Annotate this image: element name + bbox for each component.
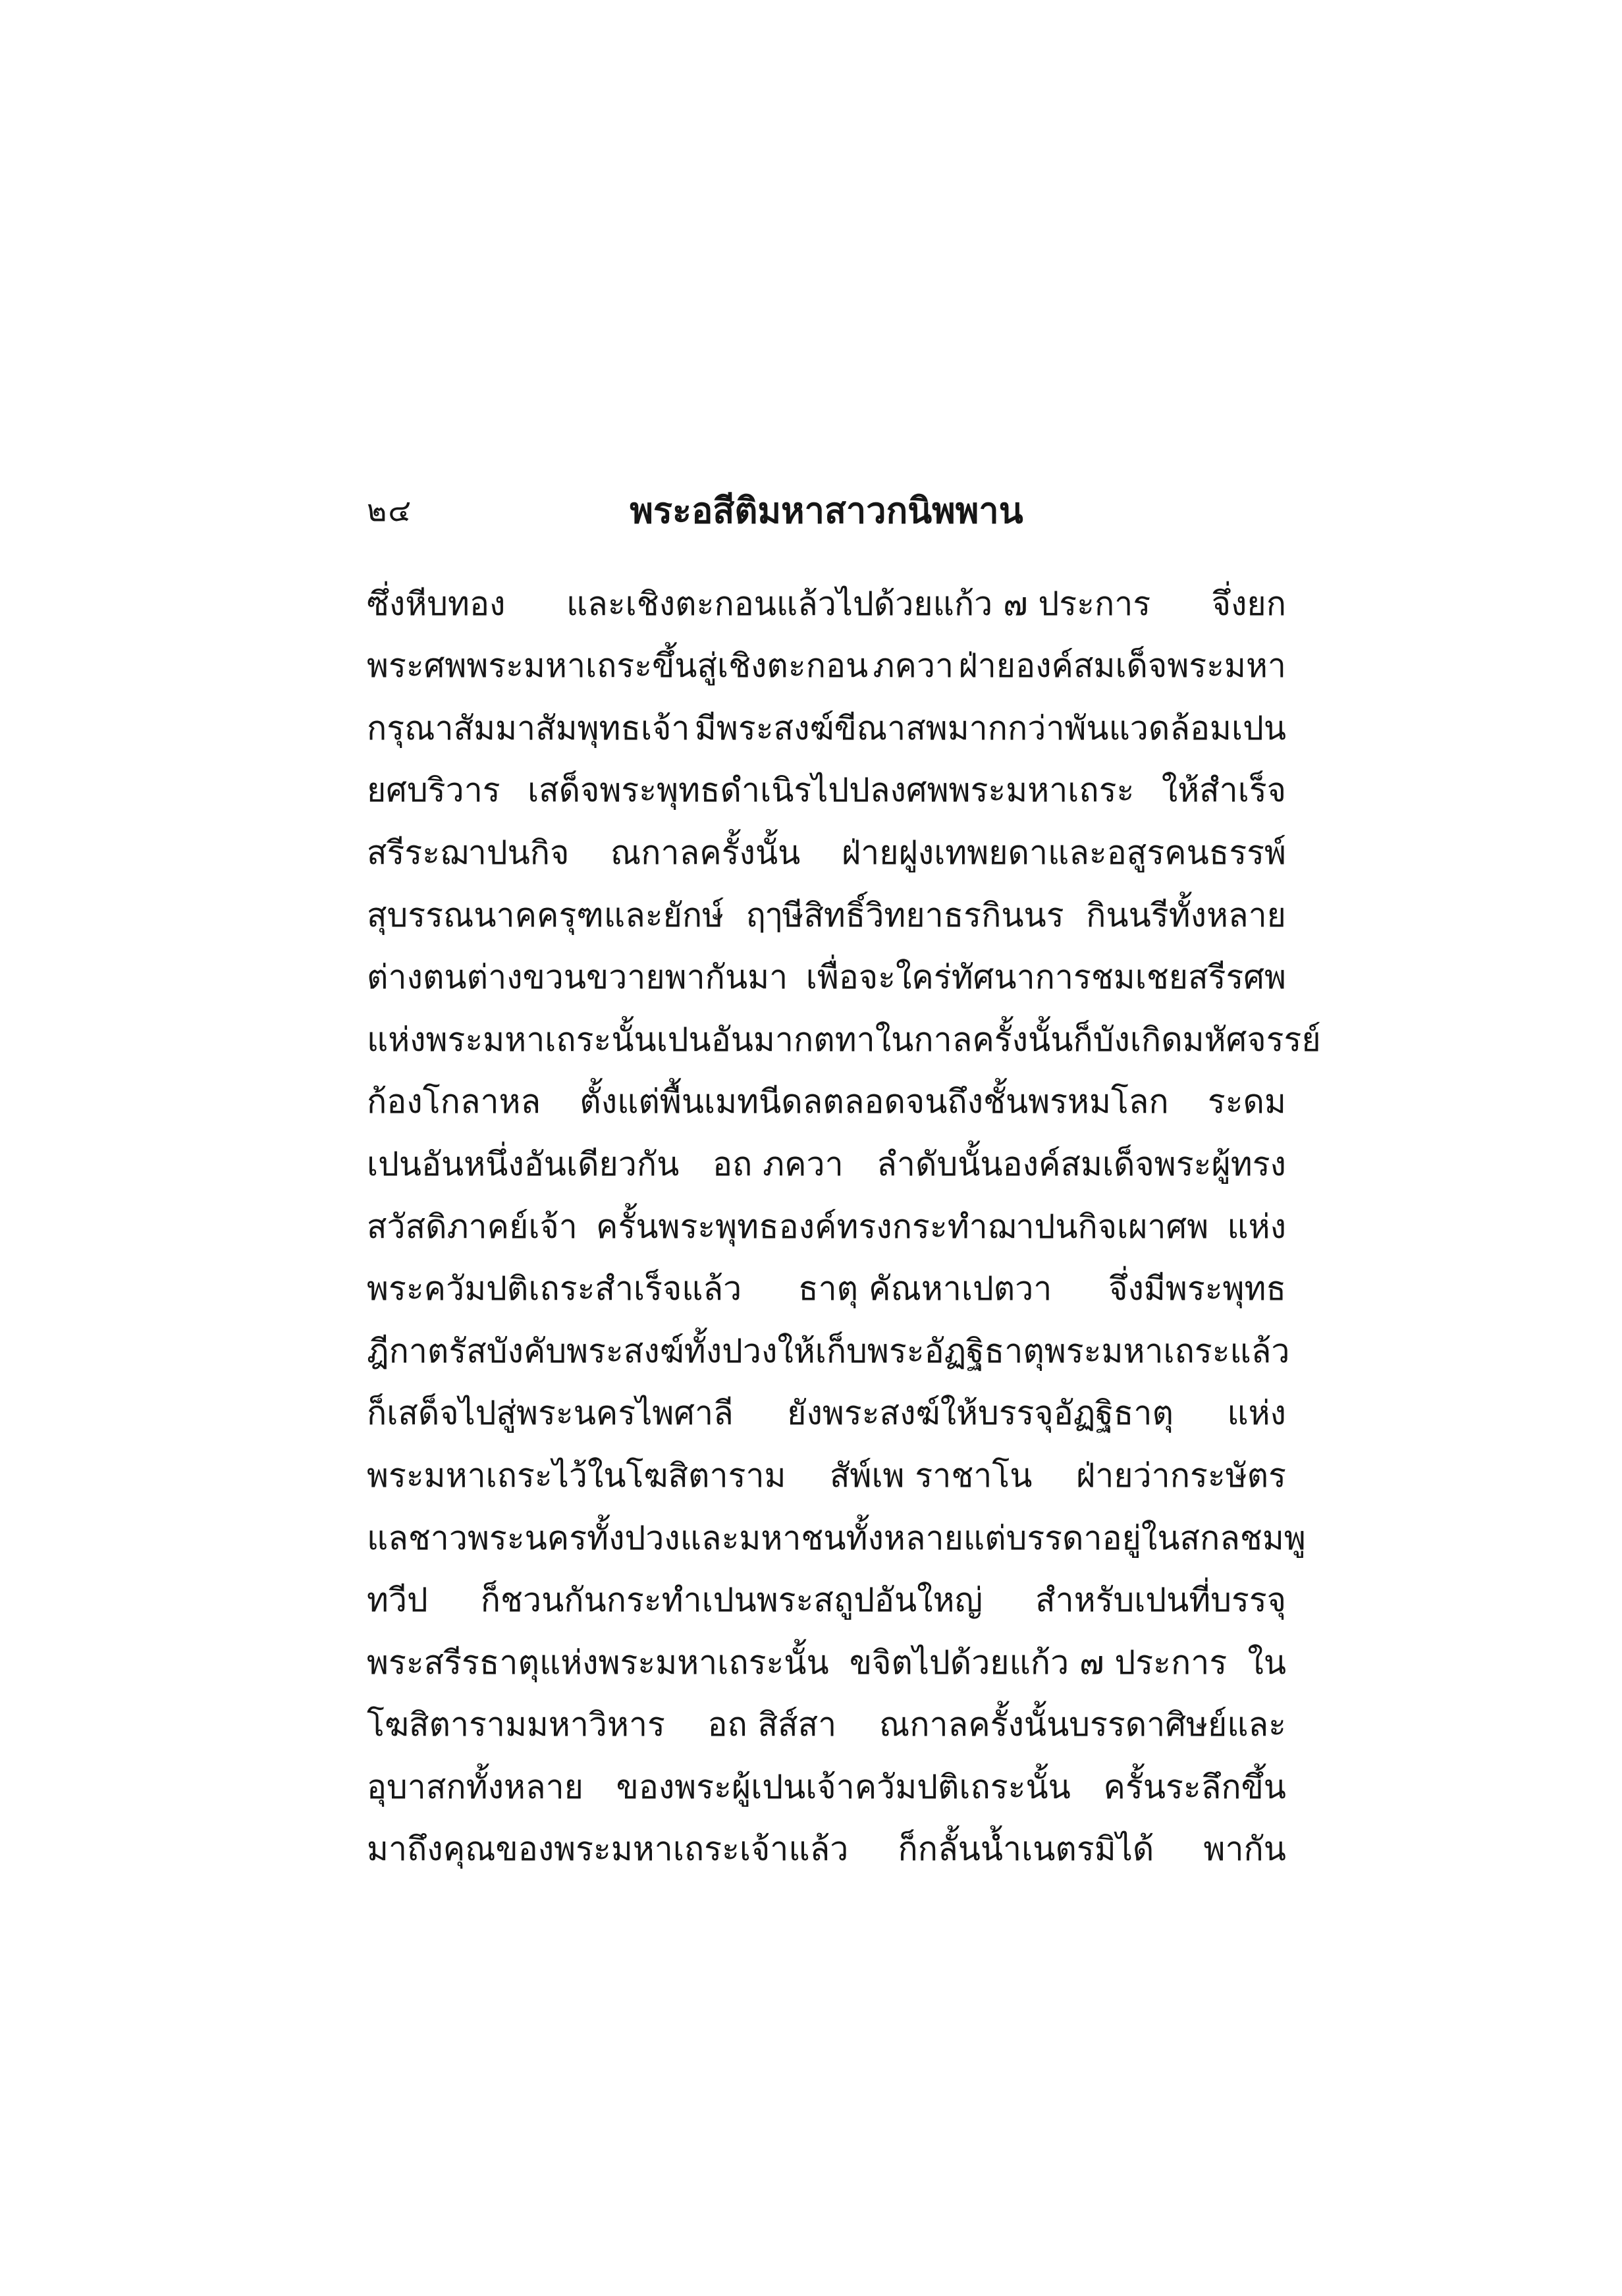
- text-line: [367, 1120, 1286, 1183]
- text-segment: ทวีป: [367, 1581, 428, 1620]
- text-segment: ตทา: [813, 1020, 875, 1059]
- text-segment: กินนรีทั้งหลาย: [1086, 895, 1286, 934]
- text-line: [367, 809, 1286, 871]
- text-segment: ก็กลั้นน้ำเนตรมิได้: [898, 1830, 1154, 1869]
- text-segment: พระมหาเถระไว้ในโฆสิตาราม: [367, 1456, 786, 1495]
- page-title: พระอสีติมหาสาวกนิพพาน: [630, 490, 1023, 531]
- text-segment: ณกาลครั้งนั้นบรรดาศิษย์และ: [879, 1705, 1286, 1744]
- text-segment: ฝ่ายองค์สมเด็จพระมหา: [958, 647, 1286, 685]
- text-segment: ฎีกาตรัสบังคับพระสงฆ์ทั้งปวง: [367, 1331, 778, 1370]
- text-segment: โฆสิตารามมหาวิหาร: [367, 1705, 665, 1744]
- text-segment: พระควัมปติเถระสำเร็จแล้ว: [367, 1269, 742, 1308]
- text-segment: ยศบริวาร: [367, 771, 500, 810]
- text-segment: ครั้นพระพุทธองค์ทรงกระทำฌาปนกิจเผาศพ: [596, 1207, 1209, 1246]
- text-segment: ภควา: [873, 647, 954, 685]
- text-segment: แห่ง: [1227, 1394, 1286, 1433]
- text-line: [367, 1494, 1306, 1557]
- text-segment: ลำดับนั้นองค์สมเด็จพระผู้ทรง: [877, 1144, 1286, 1183]
- text-segment: อถ ภควา: [712, 1144, 844, 1183]
- text-segment: ฤๅษีสิทธิ์วิทยาธรกินนร: [745, 895, 1064, 934]
- text-segment: สุบรรณนาคครุฑและยักษ์: [367, 895, 724, 934]
- text-line: [367, 996, 1321, 1059]
- text-line: [367, 1805, 1286, 1868]
- page-number: ๒๔: [367, 493, 413, 528]
- text-segment: แห่ง: [1227, 1207, 1286, 1246]
- text-segment: ฝ่ายฝูงเทพยดาและอสูรคนธรรพ์: [841, 833, 1286, 872]
- text-segment: เพื่อจะใคร่ทัศนาการชมเชยสรีรศพ: [805, 958, 1286, 997]
- text-line: [367, 871, 1286, 934]
- text-line: [367, 1681, 1286, 1744]
- text-segment: ซึ่งหีบทอง: [367, 584, 506, 623]
- text-segment: ให้เก็บพระอัฏฐิธาตุพระมหาเถระแล้ว: [777, 1331, 1290, 1370]
- text-line: [367, 1307, 1290, 1370]
- text-segment: เปนอันหนึ่งอันเดียวกัน: [367, 1144, 680, 1183]
- text-line: [367, 684, 1286, 747]
- text-segment: ให้สำเร็จ: [1161, 771, 1286, 810]
- text-segment: อุบาสกทั้งหลาย: [367, 1767, 583, 1806]
- text-segment: จึ่งมีพระพุทธ: [1108, 1269, 1286, 1308]
- text-segment: ก้องโกลาหล: [367, 1082, 541, 1121]
- text-segment: เสด็จพระพุทธดำเนิรไปปลงศพพระมหาเถระ: [527, 771, 1135, 810]
- text-segment: มีพระสงฆ์ขีณาสพมากกว่าพันแวดล้อมเปน: [694, 708, 1286, 747]
- text-segment: พระสรีรธาตุแห่งพระมหาเถระนั้น: [367, 1643, 829, 1682]
- text-segment: สำหรับเปนที่บรรจุ: [1035, 1581, 1286, 1620]
- text-segment: และเชิงตะกอนแล้วไปด้วยแก้ว ๗ ประการ: [566, 584, 1151, 623]
- text-line: [367, 622, 1286, 685]
- text-segment: ต่างตนต่างขวนขวายพากันมา: [367, 958, 788, 997]
- text-line: [367, 1431, 1286, 1494]
- text-segment: ธาตุ คัณหาเปตวา: [798, 1269, 1052, 1308]
- text-line: [367, 1370, 1286, 1432]
- text-line: [367, 1557, 1286, 1619]
- text-segment: ครั้นระลึกขึ้น: [1103, 1767, 1286, 1806]
- text-line: [367, 560, 1286, 622]
- text-line: [367, 1743, 1286, 1805]
- text-line: [367, 934, 1286, 996]
- text-segment: กรุณาสัมมาสัมพุทธเจ้า: [367, 708, 690, 747]
- text-segment: สรีระฌาปนกิจ: [367, 833, 570, 872]
- text-segment: พากัน: [1203, 1830, 1286, 1869]
- text-segment: สัพ์เพ ราชาโน: [829, 1456, 1033, 1495]
- text-segment: ระดม: [1207, 1082, 1286, 1121]
- text-segment: แต่บรรดาอยู่ในสกลชมพู: [963, 1518, 1306, 1557]
- body-text: [367, 560, 1321, 1869]
- text-segment: สวัสดิภาคย์เจ้า: [367, 1207, 578, 1246]
- text-segment: ขจิตไปด้วยแก้ว ๗ ประการ: [849, 1643, 1228, 1682]
- text-segment: ฝ่ายว่ากระษัตร: [1075, 1456, 1286, 1495]
- text-line: [367, 1058, 1286, 1121]
- text-segment: ของพระผู้เปนเจ้าควัมปติเถระนั้น: [616, 1767, 1071, 1806]
- text-segment: ใน: [1247, 1643, 1286, 1682]
- text-segment: ในกาลครั้งนั้นก็บังเกิดมหัศจรรย์: [875, 1020, 1321, 1059]
- text-line: [367, 1183, 1286, 1245]
- text-segment: ตั้งแต่พื้นเมทนีดลตลอดจนถึงชั้นพรหมโลก: [580, 1082, 1169, 1121]
- text-line: [367, 1618, 1286, 1681]
- text-line: [367, 747, 1286, 809]
- text-segment: ณกาลครั้งนั้น: [610, 833, 801, 872]
- text-segment: ยังพระสงฆ์ให้บรรจุอัฏฐิธาตุ: [787, 1394, 1174, 1433]
- text-segment: อถ สิส์สา: [707, 1705, 837, 1744]
- text-segment: ก็ชวนกันกระทำเปนพระสถูปอันใหญ่: [480, 1581, 983, 1620]
- text-segment: แห่งพระมหาเถระนั้นเปนอันมาก: [367, 1020, 814, 1059]
- text-line: [367, 1245, 1286, 1308]
- text-segment: ก็เสด็จไปสู่พระนครไพศาลี: [367, 1394, 734, 1433]
- text-segment: แลชาวพระนครทั้งปวงและมหาชนทั้งหลาย: [367, 1518, 963, 1557]
- page-header: [367, 479, 1286, 539]
- text-segment: มาถึงคุณของพระมหาเถระเจ้าแล้ว: [367, 1830, 849, 1869]
- text-segment: จึ่งยก: [1211, 584, 1286, 623]
- text-segment: พระศพพระมหาเถระขึ้นสู่เชิงตะกอน: [367, 647, 869, 685]
